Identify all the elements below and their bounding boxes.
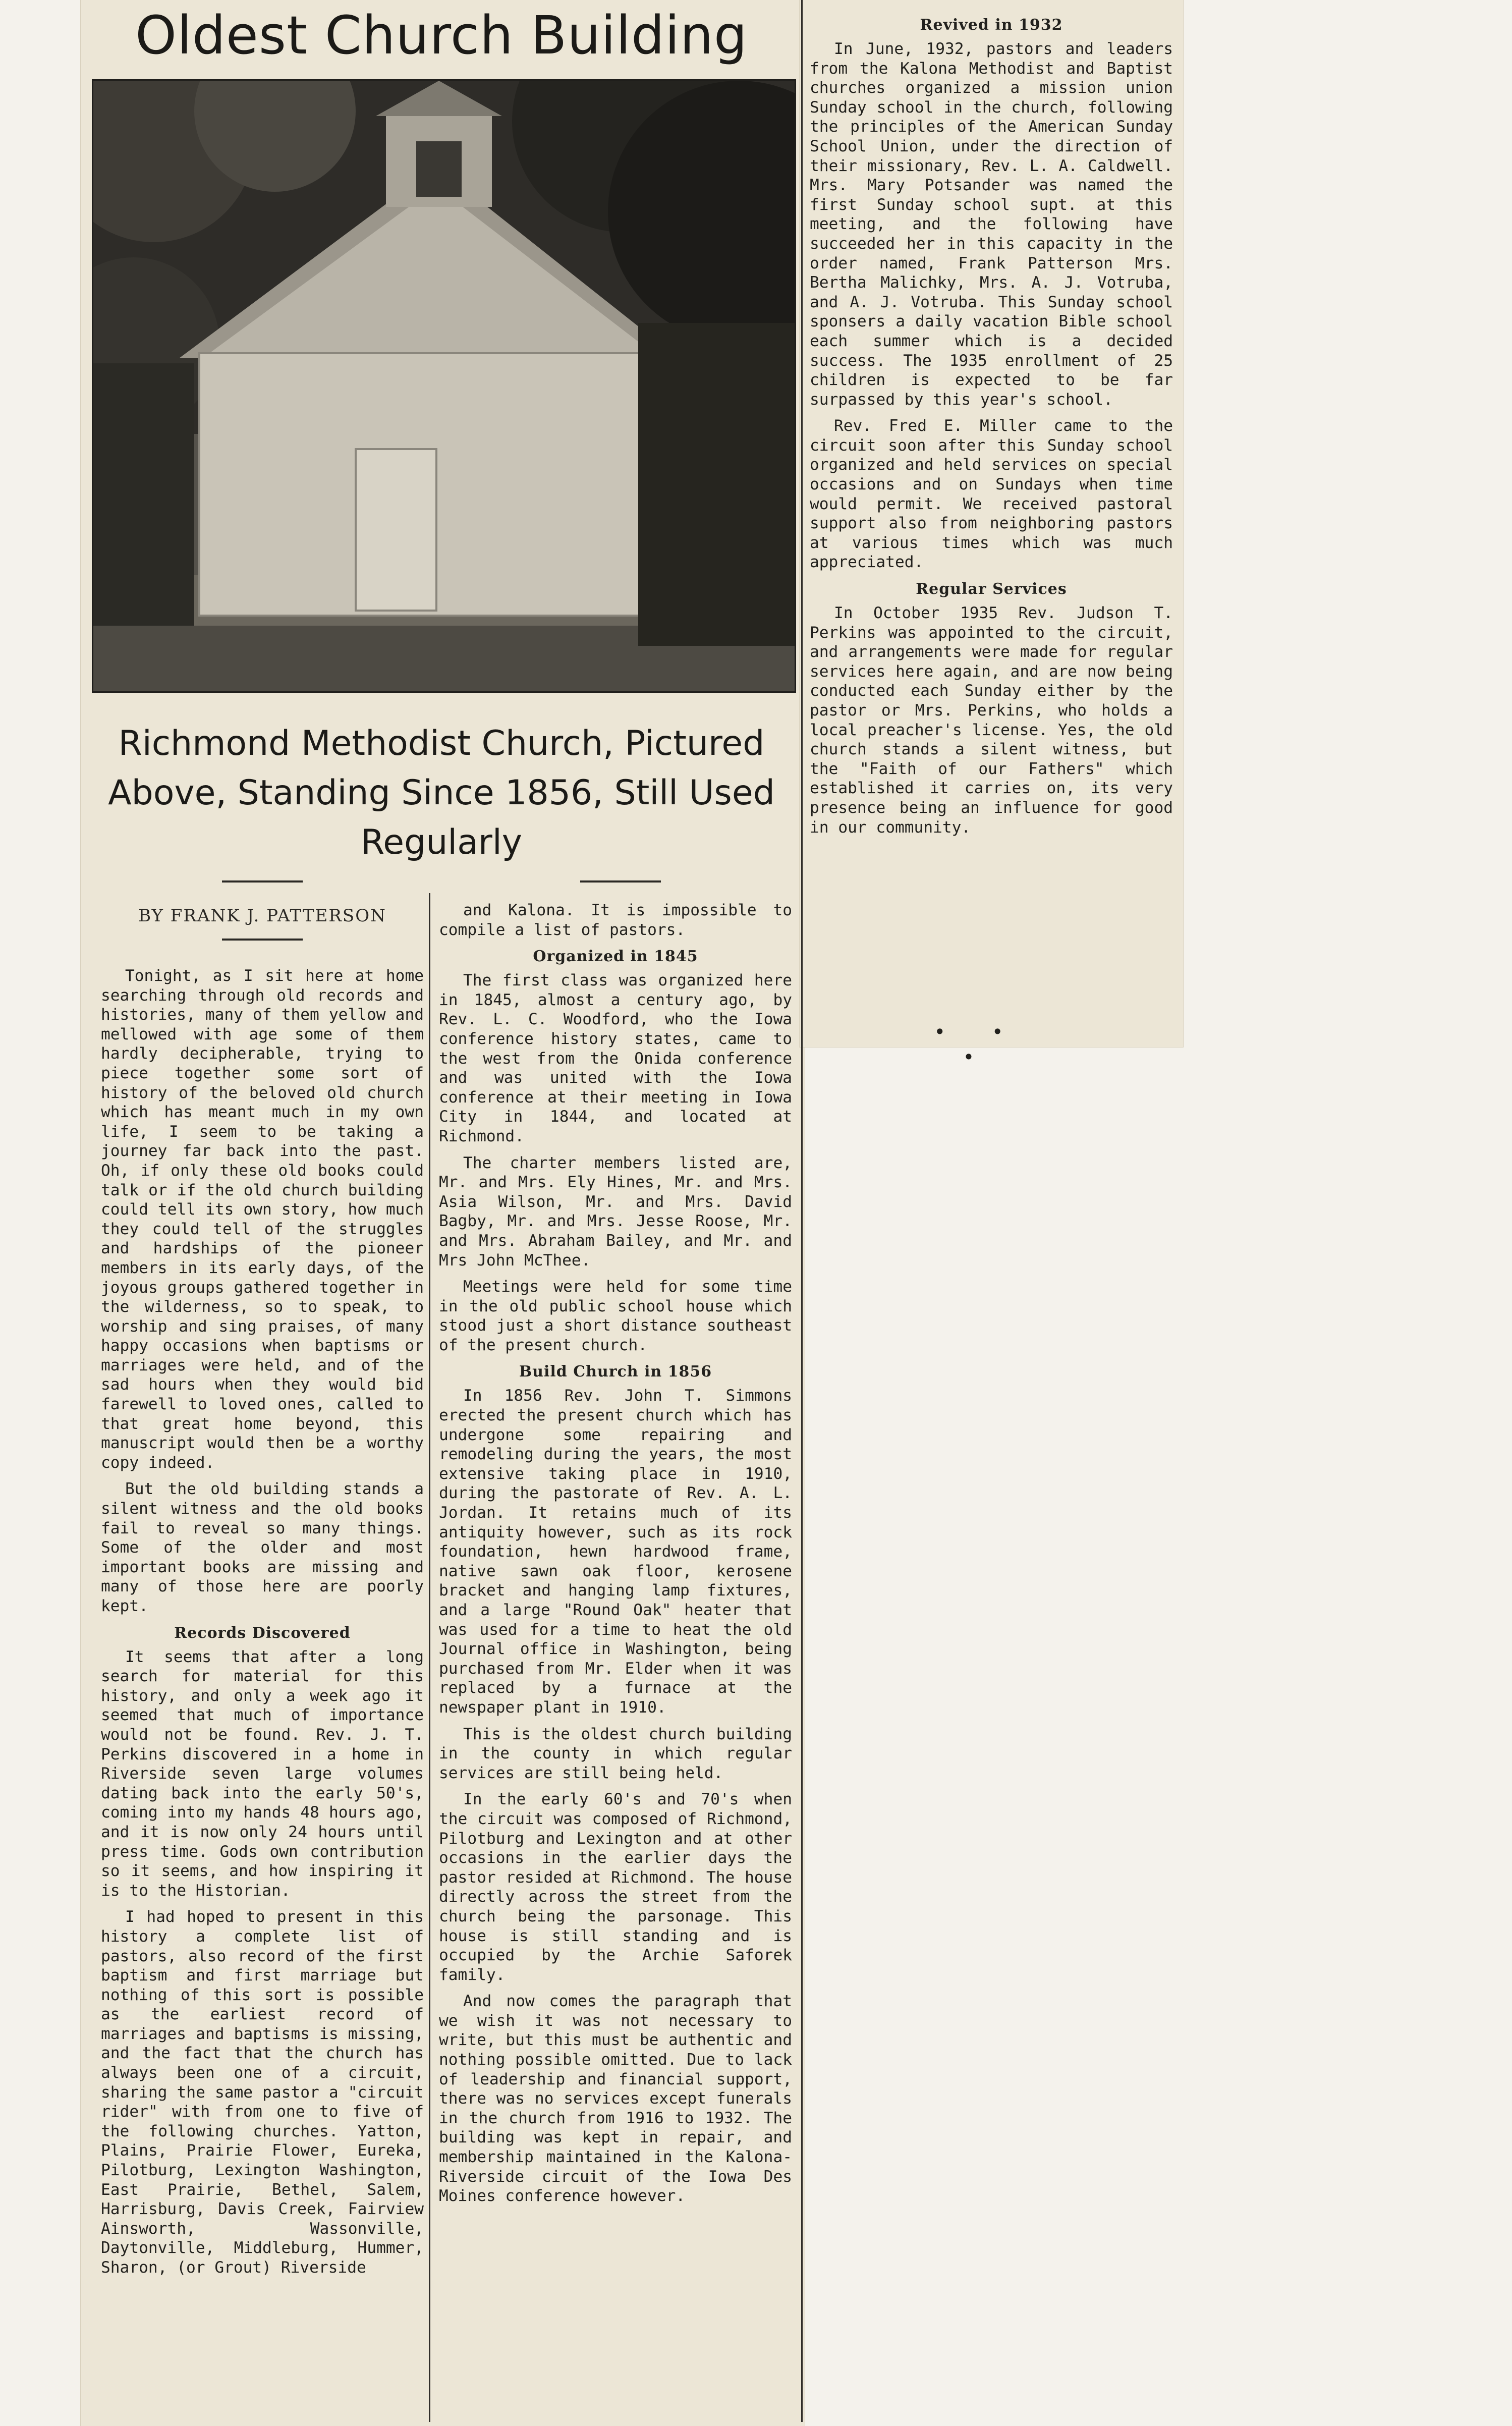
paragraph: But the old building stands a silent witness and the old books fail to reveal so many things. Some of the older and most important books are missing and many of those here are poorly kept. [101,1480,424,1615]
paragraph: And now comes the paragraph that we wish it was not necessary to write, but this must be authentic and nothing possible omitted. Due to lack of leadership and financial support, there was no services except funerals in the church from 1916 to 1932. The building was kept in repair, and membership maintained in the Kalona-Riverside circuit of the Iowa Des Moines conference however. [439,1992,792,2206]
paragraph: The charter members listed are, Mr. and Mrs. Ely Hines, Mr. and Mrs. Asia Wilson, Mr. and Mrs. David Bagby, Mr. and Mrs. Jesse Roose, Mr. and Mrs. Abraham Bailey, and Mr. and Mrs John McThee. [439,1153,792,1270]
rule-right [580,880,661,883]
section-heading: Organized in 1845 [533,948,698,966]
column-divider-1 [429,893,430,2422]
paragraph: In the early 60's and 70's when the circuit was composed of Richmond, Pilotburg and Lexington and at other occasions in the earlier days the pastor resided at Richmond. The house directly across the street from the church being the parsonage. This house is still standing and is occupied by the Archie Saforek family. [439,1790,792,1984]
article-column-1 [101,966,424,2419]
paragraph: Meetings were held for some time in the old public school house which stood just a short distance southeast of the present church. [439,1278,792,1354]
paragraph: In June, 1932, pastors and leaders from the Kalona Methodist and Baptist churches organized a mission union Sunday school in the church, following the principles of the American Sunday School Union, under the direction of their missionary, Rev. L. A. Caldwell. Mrs. Mary Potsander was named the first Sunday school supt. at this meeting, and the following have succeeded her in this capacity in the order named, Frank Patterson Mrs. Bertha Malichky, Mrs. A. J. Votruba, and A. J. Votruba. This Sunday school sponsers a daily vacation Bible school each summer which is a decided success. The 1935 enrollment of 25 children is expected to be far surpassed by this year's school. [810,40,1173,409]
paragraph: Rev. Fred E. Miller came to the circuit soon after this Sunday school organized and held services on special occasions and on Sundays when time would permit. We received pastoral support also from neighboring pastors at various times which was much appreciated. [810,417,1173,572]
section-heading: Build Church in 1856 [519,1363,712,1381]
paragraph: In October 1935 Rev. Judson T. Perkins was appointed to the circuit, and arrangements were made for regular services here again, and are now being conducted each Sunday either by the pastor or Mrs. Perkins, who holds a local preacher's license. Yes, the old church stands a silent witness, but the "Faith of our Fathers" which established it carries on, its very presence being an influence for good in our community. [810,604,1173,837]
article-column-3 [810,10,1173,1019]
subheadline: Richmond Methodist Church, Pictured Above, Standing Since 1856, Still Used Regularly [108,724,775,862]
paragraph: I had hoped to present in this history a complete list of pastors, also record of the first baptism and first marriage but nothing of this sort is possible as the earliest record of marriages and baptisms is missing, and the fact that the church has always been one of a circuit, sharing the same pastor a "circuit rider" with from one to five of the following churches. Yatton, Plains, Prairie Flower, Eureka, Pilotburg, Lexington Washington, East Prairie, Bethel, Salem, Harrisburg, Davis Creek, Fairview Ainsworth, Wassonville, Daytonville, Middleburg, Hummer, Sharon, (or Grout) Riverside [101,1908,424,2277]
rule-left [222,880,303,883]
section-heading: Revived in 1932 [920,16,1063,34]
church-photo-drawing [93,81,795,691]
section-heading: Records Discovered [174,1624,351,1642]
article-column-2 [439,901,792,2419]
church-photo [93,81,795,691]
section-heading: Regular Services [916,580,1067,598]
paragraph: and Kalona. It is impossible to compile a list of pastors. [439,901,792,939]
paragraph: Tonight, as I sit here at home searching through old records and histories, many of them yellow and mellowed with age some of them hardly decipherable, trying to piece together some sort of history of the beloved old church which has meant much in my own life, I seem to be taking a journey far back into the past. Oh, if only these old books could talk or if the old church building could tell its own story, how much they could tell of the struggles and hardships of the pioneer members in its early days, of the joyous groups gathered together in the wilderness, so to speak, to worship and sing praises, of many happy occasions when baptisms or marriages were held, and of the sad hours when they would bid farewell to loved ones, called to that great home beyond, this manuscript would then be a worthy copy indeed. [101,967,424,1472]
end-ornament: • • • [934,1021,1024,1068]
paragraph: It seems that after a long search for material for this history, and only a week ago it seemed that much of importance would not be found. Rev. J. T. Perkins discovered in a home in Riverside seven large volumes dating back into the early 50's, coming into my hands 48 hours ago, and it is now only 24 hours until press time. Gods own contribution so it seems, and how inspiring it is to the Historian. [101,1647,424,1900]
paragraph: This is the oldest church building in the county in which regular services are still being held. [439,1725,792,1782]
headline: Oldest Church Building [135,5,748,66]
paragraph: In 1856 Rev. John T. Simmons erected the present church which has undergone some repairing and remodeling during the years, the most extensive taking place in 1910, during the pastorate of Rev. A. L. Jordan. It retains much of its antiquity however, such as its rock foundation, hewn hardwood frame, native sawn oak floor, kerosene bracket and hanging lamp fixtures, and a large "Round Oak" heater that was used for a time to heat the old Journal office in Washington, being purchased from Mr. Elder when it was replaced by a furnace at the newspaper plant in 1910. [439,1387,792,1717]
byline-rule [222,939,303,941]
byline: BY FRANK J. PATTERSON [138,906,386,926]
column-divider-2 [801,0,803,2422]
paragraph: The first class was organized here in 1845, almost a century ago, by Rev. L. C. Woodford, who the Iowa conference history states, came to the west from the Onida conference and was united with the Iowa conference at their meeting in Iowa City in 1844, and located at Richmond. [439,971,792,1145]
